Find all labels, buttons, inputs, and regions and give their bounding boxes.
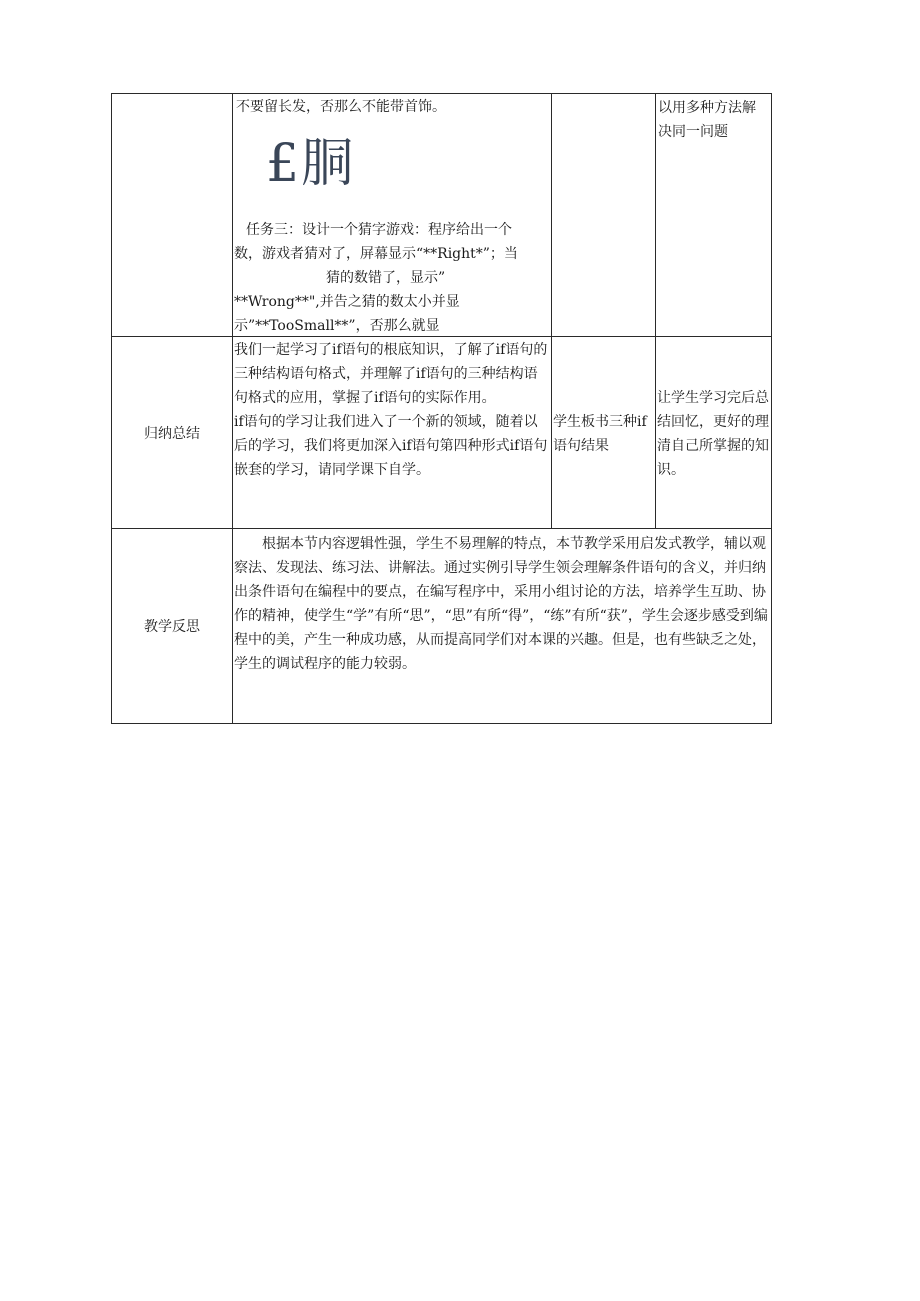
row-divider-2 bbox=[111, 528, 772, 529]
row1-task-line-3: 猜的数错了，显示” bbox=[326, 270, 446, 286]
row2-student-activity: 学生板书三种if语句结果 bbox=[553, 414, 647, 454]
row1-task-line-1: 任务三：设计一个猜字游戏：程序给出一个 bbox=[246, 222, 512, 238]
row2-label: 归纳总结 bbox=[144, 426, 200, 442]
row3-label: 教学反思 bbox=[144, 619, 200, 635]
row1-content-line: 不要留长发，否那么不能带首饰。 bbox=[236, 99, 446, 115]
row2-paragraph-1: 我们一起学习了if语句的根底知识，了解了if语句的三种结构语句格式，并理解了if语句的三种结构语句格式的应用，掌握了if语句的实际作用。 bbox=[234, 342, 548, 406]
row1-intent: 以用多种方法解决同一问题 bbox=[658, 100, 756, 140]
row3-content: 根据本节内容逻辑性强，学生不易理解的特点，本节教学采用启发式教学，辅以观察法、发现法、练习法、讲解法。通过实例引导学生领会理解条件语句的含义，并归纳出条件语句在编程中的要点，在编写程序中，采用小组讨论的方法，培养学生互助、协作的精神，使学生“学”有所“思”，“思”有所“得”，“练”有所“获”，学生会逐步感受到编程中的美，产生一种成功感，从而提高同学们对本课的兴趣。但是，也有些缺乏之处，学生的调试程序的能力较弱。 bbox=[234, 536, 768, 672]
column-divider-content bbox=[551, 93, 552, 529]
table-border-right bbox=[771, 93, 772, 724]
row1-task-line-2: 数，游戏者猜对了，屏幕显示“**Right*”；当 bbox=[234, 246, 518, 262]
table-border-top bbox=[111, 93, 772, 94]
row2-intent: 让学生学习完后总结回忆，更好的理清自己所掌握的知识。 bbox=[657, 390, 769, 478]
table-border-bottom bbox=[111, 723, 772, 724]
row2-content bbox=[234, 338, 549, 482]
glyph-image: £胴 bbox=[266, 134, 356, 194]
row1-task-line-4: **Wrong**",并告之猜的数太小并显 bbox=[234, 294, 460, 310]
row1-task-line-5: 示”**TooSmall**”，否那么就显 bbox=[234, 318, 440, 334]
column-divider-activity bbox=[655, 93, 656, 529]
row2-paragraph-2: if语句的学习让我们进入了一个新的领域，随着以后的学习，我们将更加深入if语句第四种形式if语句嵌套的学习，请同学课下自学。 bbox=[234, 414, 548, 478]
column-divider-label bbox=[232, 93, 233, 724]
